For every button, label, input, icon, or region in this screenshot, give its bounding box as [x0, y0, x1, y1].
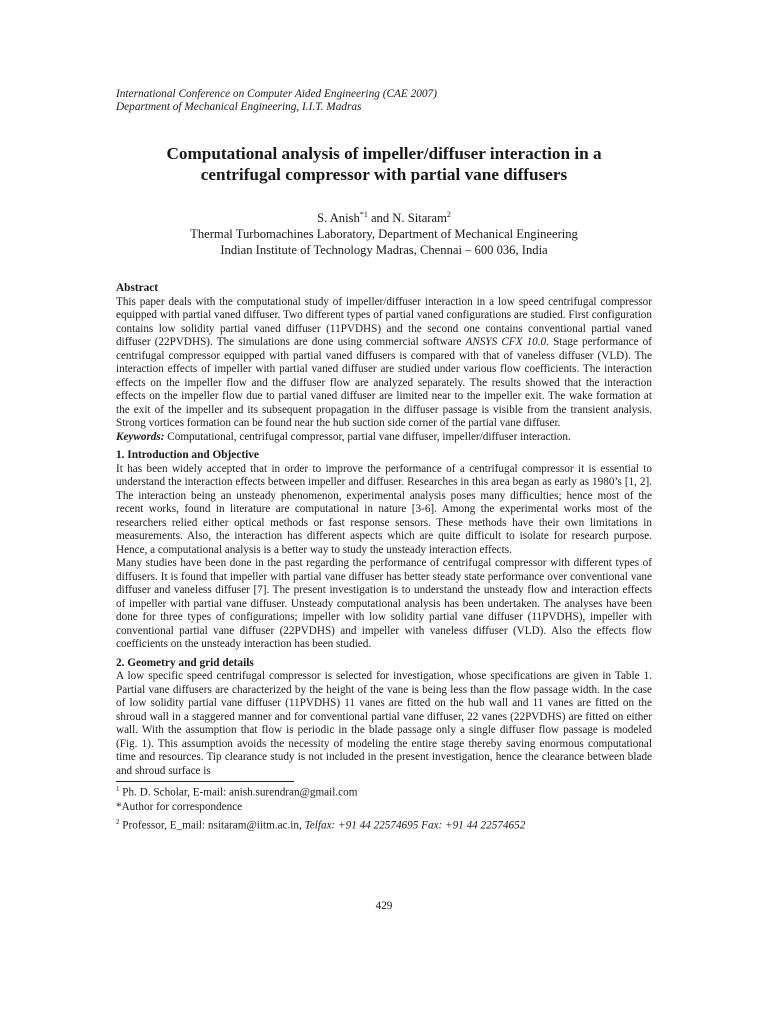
abstract-heading: Abstract: [116, 282, 159, 295]
title-line-2: centrifugal compressor with partial vane diffusers: [200, 165, 568, 184]
author-2: N. Sitaram: [392, 211, 447, 226]
footnote-1-mark: 1: [116, 785, 120, 794]
footnote-2-text: Professor, E_mail: nsitaram@iitm.ac.in,: [119, 819, 305, 832]
footnote-2-contact: Telfax: +91 44 22574695 Fax: +91 44 22574652: [304, 819, 526, 832]
author-conjunction: and: [367, 211, 393, 226]
affiliation: [116, 226, 652, 258]
keywords-text: Computational, centrifugal compressor, partial vane diffuser, impeller/diffuser interaction.: [164, 430, 571, 443]
footnote-2-mark: 2: [116, 817, 120, 826]
abstract-text-pre: This paper deals with the computational study of impeller/diffuser interaction in a low speed centrifugal compressor equipped with partial vaned diffuser. Two different types of partial vaned configurations are studied. First configuration contains low solidity partial vaned diffuser (11PVDHS) and the second one contains conventional partial vaned diffuser (22PVDHS). The simulations are done using commercial software: [116, 295, 652, 349]
department-name: Department of Mechanical Engineering, I.I.T. Madras: [116, 101, 362, 113]
keywords-paragraph: [116, 431, 652, 445]
author-1: S. Anish: [317, 211, 360, 226]
footnote-2: [116, 816, 652, 833]
affiliation-line-2: Indian Institute of Technology Madras, Chennai – 600 036, India: [220, 243, 548, 258]
abstract-text-post: . Stage performance of centrifugal compressor equipped with partial vaned diffusers is compared with that of vaneless diffuser (VLD). The interaction effects of impeller with partial vaned diffuser are studied under various flow coefficients. The interaction effects on the impeller flow and the diffuser flow are analyzed separately. The results showed that the interaction effects on the impeller flow due to partial vaned diffuser are limited near to the impeller exit. The wake formation at the exit of the impeller and its subsequent propagation in the diffuser passage is visible from the transient analysis. Strong vortices formation can be found near the hub suction side corner of the partial vane diffuser.: [116, 336, 652, 430]
conference-header: [116, 88, 652, 114]
page-number: 429: [375, 900, 393, 912]
section-2-paragraph-1: A low specific speed centrifugal compressor is selected for investigation, whose specifications are given in Table 1. Partial vane diffusers are characterized by the height of the vane is being less than the flow passage width. In the case of low solidity partial vane diffuser (11PVDHS) 11 vanes are fitted on the hub wall and 11 vanes are fitted on the shroud wall in a staggered manner and for conventional partial vane diffuser, 22 vanes (22PVDHS) are fitted on either wall. With the assumption that flow is periodic in the blade passage only a single diffuser flow passage is modeled (Fig. 1). This assumption avoids the necessity of modeling the entire stage thereby saving enormous computational time and resources. Tip clearance study is not included in the present investigation, hence the clearance between blade and shroud surface is: [116, 670, 652, 777]
author-line: [116, 207, 652, 226]
section-1-heading: 1. Introduction and Objective: [116, 449, 259, 462]
abstract-software: ANSYS CFX 10.0: [465, 336, 547, 349]
affiliation-line-1: Thermal Turbomachines Laboratory, Department of Mechanical Engineering: [190, 227, 578, 242]
conference-name: International Conference on Computer Aided Engineering (CAE 2007): [116, 88, 437, 100]
title-line-1: Computational analysis of impeller/diffuser interaction in a: [166, 144, 602, 163]
keywords-label: Keywords:: [116, 430, 165, 443]
section-1-paragraph-2: Many studies have been done in the past regarding the performance of centrifugal compressor with different types of diffusers. It is found that impeller with partial vane diffuser has better steady state performance over conventional vane diffuser and vaneless diffuser [7]. The present investigation is to understand the unsteady flow and interaction effects of impeller with partial vane diffuser. Unsteady computational analysis has been undertaken. The analyses have been done for three types of configurations; impeller with low solidity partial vane diffuser (11PVDHS), impeller with conventional partial vane diffuser (22PVDHS) and impeller with vaneless diffuser (VLD). Also the effects flow coefficients on the unsteady interaction has been studied.: [116, 557, 652, 651]
section-1-paragraph-1: It has been widely accepted that in order to improve the performance of a centrifugal compressor it is essential to understand the interaction effects between impeller and diffuser. Researches in this area began as early as 1980’s [1, 2]. The interaction being an unsteady phenomenon, experimental analysis poses many difficulties; hence most of the recent works, found in literature are computational in nature [3-6]. Among the experimental works most of the researchers relied either optical methods or fast response sensors. These methods have their own limitations in measurements. Also, the interaction has different aspects which are quite difficult to isolate for research purpose. Hence, a computational analysis is a better way to study the unsteady interaction effects.: [116, 462, 652, 556]
footnote-1: [116, 783, 652, 800]
section-2-heading: 2. Geometry and grid details: [116, 656, 254, 669]
author-2-mark: 2: [446, 210, 451, 219]
author-1-mark: *1: [359, 210, 368, 219]
abstract-paragraph: [116, 296, 652, 431]
footnote-1-text: Ph. D. Scholar, E-mail: anish.surendran@gmail.com: [119, 786, 358, 799]
footnote-author: *Author for correspondence: [116, 801, 243, 814]
footnote-divider: [116, 781, 294, 782]
paper-title: [116, 143, 652, 185]
